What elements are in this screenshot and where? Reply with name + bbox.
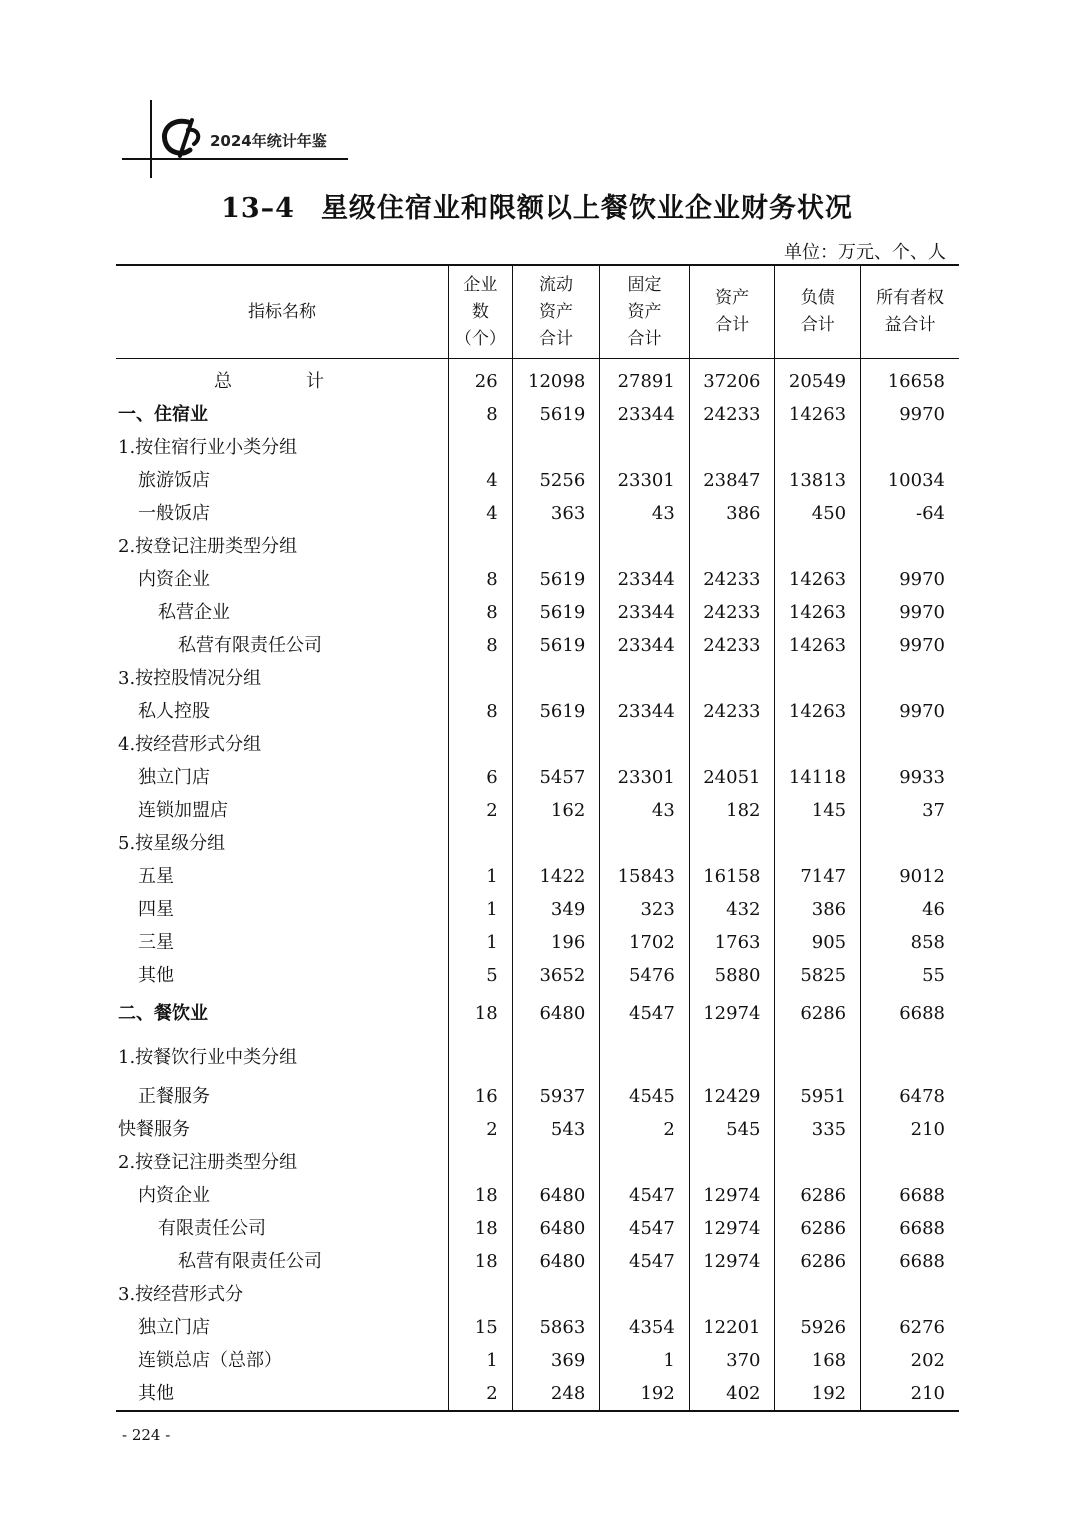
cell-value: [689, 1036, 775, 1080]
cell-value: [449, 1278, 513, 1311]
cell-value: 192: [600, 1377, 690, 1411]
table-row: [116, 629, 959, 662]
header-line: 资产: [715, 288, 750, 308]
cell-value: 6688: [861, 1245, 959, 1278]
cell-value: 12974: [689, 992, 775, 1036]
cell-value: 5: [449, 959, 513, 992]
cell-value: 5926: [775, 1311, 861, 1344]
row-label: 旅游饭店: [138, 470, 210, 491]
cell-value: 9970: [861, 398, 959, 431]
cell-value: [689, 1278, 775, 1311]
cell-value: 323: [600, 893, 690, 926]
cell-value: 5619: [512, 629, 600, 662]
header-line: 益合计: [884, 315, 936, 335]
cell-value: [861, 530, 959, 563]
row-label: 一般饭店: [138, 503, 210, 524]
cell-value: [861, 1036, 959, 1080]
cell-value: [600, 1036, 690, 1080]
header-line: 数: [471, 301, 489, 322]
cell-value: 182: [689, 794, 775, 827]
cell-value: 370: [689, 1344, 775, 1377]
cell-value: 9970: [861, 596, 959, 629]
row-label: 内资企业: [138, 569, 210, 590]
cell-value: 43: [600, 794, 690, 827]
cell-value: [600, 827, 690, 860]
table-row: [116, 530, 959, 563]
cell-value: 6480: [512, 992, 600, 1036]
cell-value: 1422: [512, 860, 600, 893]
cell-value: 6276: [861, 1311, 959, 1344]
header-line: 资产: [538, 301, 573, 322]
cell-value: [775, 1036, 861, 1080]
cell-value: 335: [775, 1113, 861, 1146]
cell-value: [600, 662, 690, 695]
cell-value: 386: [689, 497, 775, 530]
cell-value: 5863: [512, 1311, 600, 1344]
cell-value: 18: [449, 1212, 513, 1245]
table-row: [116, 464, 959, 497]
yearbook-name: 2024年统计年鉴: [210, 132, 327, 150]
cell-value: 3652: [512, 959, 600, 992]
cell-value: 196: [512, 926, 600, 959]
table-row: [116, 662, 959, 695]
cell-value: [449, 827, 513, 860]
cell-value: 9933: [861, 761, 959, 794]
cell-value: [861, 662, 959, 695]
cell-value: 12974: [689, 1179, 775, 1212]
cell-value: [512, 1146, 600, 1179]
cell-value: [449, 431, 513, 464]
cell-value: 23301: [600, 761, 690, 794]
row-label: 1.按餐饮行业中类分组: [118, 1047, 298, 1068]
cell-value: 5951: [775, 1080, 861, 1113]
col-current-assets: [512, 265, 600, 359]
cell-value: 37: [861, 794, 959, 827]
table-row: [116, 431, 959, 464]
cell-value: [689, 827, 775, 860]
col-enterprise-count: [449, 265, 513, 359]
cell-value: 13813: [775, 464, 861, 497]
cell-value: 4547: [600, 1179, 690, 1212]
col-indicator-name: [116, 265, 449, 359]
table-row: [116, 794, 959, 827]
cell-value: 2: [449, 1377, 513, 1411]
cell-value: 8: [449, 563, 513, 596]
table-row: [116, 1080, 959, 1113]
page-title: [0, 186, 1074, 225]
table-row: [116, 1146, 959, 1179]
header-line: 负债: [800, 288, 835, 308]
cell-value: 15843: [600, 860, 690, 893]
cell-value: 24233: [689, 629, 775, 662]
cell-value: 16158: [689, 860, 775, 893]
cell-value: 192: [775, 1377, 861, 1411]
col-liabilities: [775, 265, 861, 359]
cell-value: 248: [512, 1377, 600, 1411]
cell-value: [689, 431, 775, 464]
cell-value: 2: [449, 794, 513, 827]
table-row: [116, 1212, 959, 1245]
cell-value: 402: [689, 1377, 775, 1411]
cell-value: 8: [449, 596, 513, 629]
cell-value: 2: [600, 1113, 690, 1146]
cell-value: 14263: [775, 596, 861, 629]
row-label: 快餐服务: [118, 1119, 190, 1140]
cell-value: 27891: [600, 359, 690, 399]
cell-value: 24051: [689, 761, 775, 794]
cell-value: 1: [449, 860, 513, 893]
header-line: 指标名称: [248, 301, 316, 322]
cell-value: [775, 1146, 861, 1179]
row-label: 2.按登记注册类型分组: [118, 1152, 298, 1173]
cell-value: 14118: [775, 761, 861, 794]
cell-value: [512, 728, 600, 761]
cell-value: 5619: [512, 563, 600, 596]
header-line: 固定: [627, 274, 662, 295]
cell-value: 4547: [600, 992, 690, 1036]
cell-value: 5619: [512, 398, 600, 431]
cell-value: 5619: [512, 596, 600, 629]
cell-value: 858: [861, 926, 959, 959]
cell-value: [689, 1146, 775, 1179]
cell-value: 6688: [861, 1212, 959, 1245]
row-label: 5.按星级分组: [118, 833, 226, 854]
cell-value: [512, 1036, 600, 1080]
row-label: 2.按登记注册类型分组: [118, 536, 298, 557]
cell-value: 24233: [689, 695, 775, 728]
cell-value: 363: [512, 497, 600, 530]
cell-value: 4: [449, 464, 513, 497]
header-line: 合计: [800, 315, 835, 335]
header-line: 资产: [627, 301, 662, 322]
row-label: 三星: [138, 932, 174, 953]
cell-value: [512, 827, 600, 860]
cell-value: 5825: [775, 959, 861, 992]
cell-value: 6480: [512, 1212, 600, 1245]
col-owners-equity: [861, 265, 959, 359]
row-label: 四星: [138, 899, 174, 920]
cell-value: 20549: [775, 359, 861, 399]
cell-value: 9970: [861, 695, 959, 728]
cell-value: 543: [512, 1113, 600, 1146]
cell-value: [775, 827, 861, 860]
cell-value: [512, 1278, 600, 1311]
cell-value: 6480: [512, 1179, 600, 1212]
cell-value: [449, 662, 513, 695]
cell-value: [861, 431, 959, 464]
cell-value: 4547: [600, 1212, 690, 1245]
table-row: [116, 1179, 959, 1212]
cell-value: 432: [689, 893, 775, 926]
cell-value: 1: [449, 893, 513, 926]
cell-value: [775, 530, 861, 563]
cell-value: 16: [449, 1080, 513, 1113]
row-label: 有限责任公司: [158, 1218, 266, 1239]
row-label: 3.按控股情况分组: [118, 668, 262, 689]
cell-value: 9012: [861, 860, 959, 893]
cell-value: 8: [449, 629, 513, 662]
table-row: [116, 497, 959, 530]
table-row: [116, 1344, 959, 1377]
table-row: [116, 1278, 959, 1311]
cell-value: 23301: [600, 464, 690, 497]
cell-value: [449, 1036, 513, 1080]
cell-value: 6688: [861, 1179, 959, 1212]
cell-value: 8: [449, 398, 513, 431]
cell-value: 23344: [600, 398, 690, 431]
cell-value: 349: [512, 893, 600, 926]
cell-value: 5619: [512, 695, 600, 728]
col-total-assets: [689, 265, 775, 359]
cell-value: 24233: [689, 563, 775, 596]
cell-value: 10034: [861, 464, 959, 497]
cell-value: 12974: [689, 1245, 775, 1278]
table-row: [116, 992, 959, 1036]
col-fixed-assets: [600, 265, 690, 359]
cell-value: [600, 728, 690, 761]
header-line: 合计: [715, 315, 750, 335]
row-label: 连锁加盟店: [138, 800, 228, 821]
table-row: [116, 827, 959, 860]
row-label: 一、住宿业: [118, 404, 208, 425]
cell-value: 55: [861, 959, 959, 992]
cell-value: 545: [689, 1113, 775, 1146]
cell-value: 145: [775, 794, 861, 827]
header-vertical-rule: [150, 100, 152, 178]
cell-value: 6: [449, 761, 513, 794]
cell-value: [861, 1146, 959, 1179]
cell-value: 23344: [600, 695, 690, 728]
cell-value: [512, 662, 600, 695]
cell-value: 4545: [600, 1080, 690, 1113]
cell-value: [449, 530, 513, 563]
row-label: [116, 359, 449, 399]
cell-value: 210: [861, 1377, 959, 1411]
page-number: - 224 -: [122, 1426, 171, 1444]
cell-value: 162: [512, 794, 600, 827]
cell-value: 1702: [600, 926, 690, 959]
table-row: [116, 761, 959, 794]
table-row: [116, 398, 959, 431]
table-row: [116, 359, 959, 399]
cell-value: [600, 530, 690, 563]
cell-value: 5256: [512, 464, 600, 497]
cell-value: 23344: [600, 596, 690, 629]
cell-value: 386: [775, 893, 861, 926]
cell-value: 6478: [861, 1080, 959, 1113]
table-header-row: [116, 265, 959, 359]
table-title: 星级住宿业和限额以上餐饮业企业财务状况: [320, 193, 853, 224]
cell-value: -64: [861, 497, 959, 530]
cell-value: 6286: [775, 1212, 861, 1245]
row-label: 4.按经营形式分组: [118, 734, 262, 755]
cell-value: 24233: [689, 596, 775, 629]
cell-value: 5476: [600, 959, 690, 992]
cell-value: [600, 1278, 690, 1311]
cell-value: 23344: [600, 563, 690, 596]
row-label: 私人控股: [138, 701, 210, 722]
cell-value: [689, 662, 775, 695]
cell-value: [689, 530, 775, 563]
cell-value: 14263: [775, 398, 861, 431]
cell-value: 5457: [512, 761, 600, 794]
cell-value: 6286: [775, 992, 861, 1036]
cell-value: 18: [449, 1179, 513, 1212]
table-row: [116, 1377, 959, 1411]
row-label: 3.按经营形式分: [118, 1284, 244, 1305]
row-label: 内资企业: [138, 1185, 210, 1206]
cell-value: [775, 662, 861, 695]
row-label: 私营有限责任公司: [178, 635, 322, 656]
cell-value: 6286: [775, 1245, 861, 1278]
row-label: 正餐服务: [138, 1086, 210, 1107]
table-row: [116, 1113, 959, 1146]
cell-value: 12201: [689, 1311, 775, 1344]
table-row: [116, 1245, 959, 1278]
header-line: 所有者权: [876, 288, 945, 308]
cell-value: 5880: [689, 959, 775, 992]
cell-value: [512, 530, 600, 563]
row-label: 独立门店: [138, 767, 210, 788]
row-label: 私营有限责任公司: [178, 1251, 322, 1272]
cell-value: 9970: [861, 629, 959, 662]
cell-value: 18: [449, 1245, 513, 1278]
cell-value: 6688: [861, 992, 959, 1036]
cell-value: [689, 728, 775, 761]
cell-value: 905: [775, 926, 861, 959]
cell-value: 43: [600, 497, 690, 530]
cell-value: 37206: [689, 359, 775, 399]
cell-value: 18: [449, 992, 513, 1036]
row-label: 连锁总店（总部）: [138, 1350, 282, 1371]
table-row: [116, 959, 959, 992]
cell-value: 1: [449, 1344, 513, 1377]
cell-value: 8: [449, 695, 513, 728]
row-label: 二、餐饮业: [118, 1003, 208, 1024]
cell-value: 4547: [600, 1245, 690, 1278]
cell-value: [861, 827, 959, 860]
cell-value: [775, 431, 861, 464]
table-row: [116, 596, 959, 629]
table-row: [116, 728, 959, 761]
cell-value: 16658: [861, 359, 959, 399]
header-line: 流动: [538, 274, 573, 295]
cell-value: [775, 728, 861, 761]
cell-value: 23847: [689, 464, 775, 497]
cell-value: 6286: [775, 1179, 861, 1212]
cell-value: 12098: [512, 359, 600, 399]
cell-value: 23344: [600, 629, 690, 662]
header-line: 合计: [538, 328, 573, 349]
table-row: [116, 926, 959, 959]
cell-value: 14263: [775, 563, 861, 596]
table-row: [116, 893, 959, 926]
cell-value: 14263: [775, 695, 861, 728]
row-label: 独立门店: [138, 1317, 210, 1338]
cell-value: 1: [449, 926, 513, 959]
cell-value: 4: [449, 497, 513, 530]
cell-value: 450: [775, 497, 861, 530]
row-label: 其他: [116, 1377, 449, 1411]
cell-value: 2: [449, 1113, 513, 1146]
cell-value: 12974: [689, 1212, 775, 1245]
table-row: [116, 1036, 959, 1080]
table-number: 13–4: [221, 193, 295, 224]
cell-value: 1763: [689, 926, 775, 959]
cell-value: 5937: [512, 1080, 600, 1113]
table-row: [116, 860, 959, 893]
yearbook-header: [118, 100, 358, 180]
header-line: 合计: [627, 328, 662, 349]
cell-value: [861, 1278, 959, 1311]
header-line: （个）: [454, 328, 506, 349]
table-row: [116, 1311, 959, 1344]
row-label: 私营企业: [158, 602, 230, 623]
cell-value: [600, 1146, 690, 1179]
table-body: [116, 359, 959, 1412]
table-row: [116, 695, 959, 728]
row-label: 1.按住宿行业小类分组: [118, 437, 298, 458]
cell-value: 369: [512, 1344, 600, 1377]
cell-value: 202: [861, 1344, 959, 1377]
cell-value: 9970: [861, 563, 959, 596]
cell-value: 6480: [512, 1245, 600, 1278]
cell-value: 210: [861, 1113, 959, 1146]
cell-value: [775, 1278, 861, 1311]
unit-note: 单位：万元、个、人: [784, 242, 946, 263]
cell-value: 4354: [600, 1311, 690, 1344]
cell-value: 12429: [689, 1080, 775, 1113]
cell-value: [449, 1146, 513, 1179]
cell-value: 26: [449, 359, 513, 399]
cell-value: 24233: [689, 398, 775, 431]
financial-table: [116, 264, 959, 1412]
total-label: 总 计: [214, 371, 352, 392]
row-label: 其他: [138, 965, 174, 986]
yearbook-logo-icon: [158, 116, 206, 160]
cell-value: [600, 431, 690, 464]
row-label: 五星: [138, 866, 174, 887]
header-horizontal-rule: [122, 158, 348, 160]
table-row: [116, 563, 959, 596]
cell-value: 168: [775, 1344, 861, 1377]
cell-value: [512, 431, 600, 464]
header-line: 企业: [463, 274, 498, 295]
cell-value: 14263: [775, 629, 861, 662]
cell-value: [861, 728, 959, 761]
cell-value: 1: [600, 1344, 690, 1377]
cell-value: [449, 728, 513, 761]
cell-value: 15: [449, 1311, 513, 1344]
cell-value: 7147: [775, 860, 861, 893]
cell-value: 46: [861, 893, 959, 926]
